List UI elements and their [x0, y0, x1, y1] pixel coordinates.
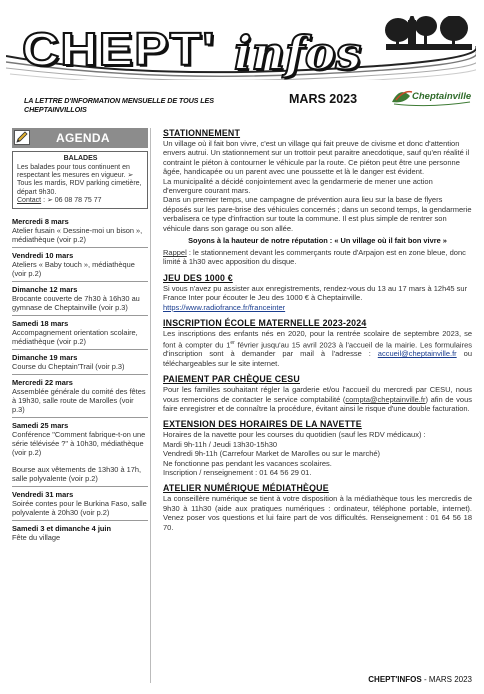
event-desc: Accompagnement orientation scolaire, médiathèque (voir p.2): [12, 328, 138, 347]
section-title: EXTENSION DES HORAIRES DE LA NAVETTE: [163, 419, 362, 430]
agenda-event: [12, 214, 148, 248]
navette-line: Mardi 9h-11h / Jeudi 13h30-15h30: [163, 439, 278, 449]
navette-line: Vendredi 9h-11h (Carrefour Market de Marolles ou sur le marché): [163, 449, 381, 459]
paragraph: [163, 329, 472, 368]
event-date: Dimanche 12 mars: [12, 285, 78, 295]
masthead-header: [0, 0, 484, 120]
cesu-text-b: ) afin de vous faire enregistrer et de connaître la procédure, évitant ainsi le risque d'une double facturation.: [163, 394, 473, 414]
navette-line: Inscription / renseignement : 01 64 56 29 01.: [163, 468, 312, 478]
agenda-title: AGENDA: [56, 131, 110, 145]
balades-title: BALADES: [63, 155, 98, 162]
event-desc-secondary: Bourse aux vêtements de 13h30 à 17h, salle polyvalente (voir p.2): [12, 465, 142, 484]
agenda-event-list: [12, 214, 148, 545]
inscription-sup: er: [230, 339, 235, 346]
france-inter-link[interactable]: https://www.radiofrance.fr/franceinter: [163, 302, 286, 312]
rappel-text: : le stationnement devant les commerçants route d'Arpajon est en zone bleue, donc limité à 1h30 avec apposition du disque.: [163, 248, 466, 267]
section-jeu-1000: [163, 273, 472, 312]
cesu-text-a: Pour les familles souhaitant régler la garderie et/ou l'accueil du mercredi par CESU, nous vous remercions de contacter le service comptabilité (: [163, 385, 472, 404]
footer-edition: - MARS 2023: [421, 675, 472, 684]
event-desc: Conférence "Comment fabrique-t-on une série télévisée ?" à 10h30, médiathèque (voir p.2): [12, 430, 146, 458]
agenda-event: [12, 418, 148, 487]
event-desc: Assemblée générale du comité des fêtes à 19h30, salle route de Marolles (voir p.3): [12, 387, 146, 415]
section-navette: [163, 419, 472, 477]
agenda-event: [12, 248, 148, 282]
event-date: Samedi 25 mars: [12, 421, 69, 431]
section-title: STATIONNEMENT: [163, 128, 241, 138]
paragraph: La municipalité a décidé conjointement avec la gendarmerie de mener une action d'envergure courant mars.: [163, 176, 433, 196]
village-motto: Soyons à la hauteur de notre réputation : « Un village où il fait bon vivre »: [188, 236, 447, 246]
event-desc: Atelier fusain « Dessine-moi un bison », médiathèque (voir p.2): [12, 226, 143, 245]
masthead-title-script: infos: [234, 26, 362, 80]
event-date: Samedi 18 mars: [12, 319, 69, 329]
section-inscription-maternelle: [163, 318, 472, 368]
agenda-sidebar: [12, 128, 151, 683]
event-date: Mercredi 8 mars: [12, 217, 69, 227]
edition-date: MARS 2023: [289, 92, 358, 106]
navette-line: Ne fonctionne pas pendant les vacances scolaires.: [163, 458, 332, 468]
balades-text: Les balades pour tous continuent en respectant les mesures en vigueur. ➢ Tous les mardis, RDV parking cimetière, départ 9h30.: [17, 164, 142, 196]
main-content: [163, 128, 472, 673]
masthead-title: CHEPT': [22, 23, 216, 75]
footer-brand: CHEPT'INFOS: [368, 675, 422, 684]
section-title: ATELIER NUMÉRIQUE MÉDIATHÈQUE: [163, 483, 329, 494]
event-date: Vendredi 31 mars: [12, 490, 74, 500]
agenda-header: [12, 128, 148, 148]
agenda-event: [12, 282, 148, 316]
paragraph: La conseillère numérique se tient à votre disposition à la médiathèque tous les mercredis de 9h30 à 11h30 (aide aux pratiques numériques : ordinateur, téléphone portable, internet). Venez poser vos questions et lui faire part de vos difficultés. Renseignement : 01 64 56 18 70.: [163, 494, 472, 532]
agenda-event: [12, 375, 148, 418]
section-title: JEU DES 1000 €: [163, 272, 233, 283]
masthead-tagline: LA LETTRE D'INFORMATION MENSUELLE DE TOUS LES CHEPTAINVILLOIS: [24, 96, 214, 114]
event-date: Samedi 3 et dimanche 4 juin: [12, 524, 111, 534]
balades-contact-value: : ➢ 06 08 78 75 77: [41, 196, 102, 204]
balades-contact: [17, 197, 144, 205]
paragraph: Un village où il fait bon vivre, c'est un village qui fait preuve de civisme et donc d'attention envers autrui. Un stationnement sur un trottoir peut paraitre anecdotique, sauf qu'en réalité il contraint le piéton à contourner le véhicule par la route. Ce piéton peut être une personne âgée, handicapée ou un parent avec une poussette et là le danger est évident.: [163, 139, 470, 177]
rappel-paragraph: [163, 248, 472, 267]
jeu-text: Si vous n'avez pu assister aux enregistrements, rendez-vous du 13 au 17 mars à 12h45 sur France Inter pour écouter le Jeu des 1000 € à Cheptainville.: [163, 283, 468, 303]
event-desc: Ateliers « Baby touch », médiathèque (voir p.2): [12, 260, 135, 279]
event-date: Dimanche 19 mars: [12, 353, 78, 363]
paragraph: [163, 385, 472, 413]
compta-email-link[interactable]: compta@cheptainville.fr: [345, 394, 426, 404]
inscription-text-a: Les inscriptions des enfants nés en 2020, pour la rentrée scolaire de septembre 2023, se font à compter du 1: [163, 329, 472, 349]
agenda-event: [12, 521, 148, 545]
balades-contact-label: Contact: [17, 196, 42, 204]
page-footer: [368, 675, 472, 684]
section-atelier-numerique: [163, 483, 472, 532]
agenda-event: [12, 487, 148, 521]
inscription-text-c: ou téléchargeables sur le site internet.: [163, 349, 472, 368]
balades-box: [12, 151, 148, 209]
navette-line: Horaires de la navette pour les courses du quotidien (sauf les RDV médicaux) :: [163, 430, 426, 440]
event-desc: Soirée contes pour le Burkina Faso, salle polyvalente à 20h30 (voir p.2): [12, 499, 147, 518]
accueil-email-link[interactable]: accueil@cheptainville.fr: [377, 349, 457, 359]
event-desc: Fête du village: [12, 533, 61, 543]
agenda-event: [12, 316, 148, 350]
section-title: INSCRIPTION ÉCOLE MATERNELLE 2023-2024: [163, 318, 367, 329]
section-title: PAIEMENT PAR CHÈQUE CESU: [163, 374, 300, 385]
section-cesu: [163, 374, 472, 413]
section-stationnement: [163, 128, 472, 267]
agenda-event: [12, 350, 148, 375]
town-logo: [390, 82, 474, 108]
masthead-title-block: [6, 16, 476, 80]
pencil-icon: [14, 130, 30, 145]
event-date: Mercredi 22 mars: [12, 378, 73, 388]
event-desc: Course du Cheptain'Trail (voir p.3): [12, 362, 125, 372]
event-desc: Brocante couverte de 7h30 à 16h30 au gymnase de Cheptainville (voir p.3): [12, 294, 140, 313]
rappel-label: Rappel: [163, 248, 187, 258]
paragraph: [163, 284, 472, 312]
town-logo-text: Cheptainville: [412, 91, 472, 102]
inscription-text-b: février jusqu'au 15 avril 2023 à l'accueil de la mairie. Les formulaires d'inscription sont à demander par mail à l'adresse :: [163, 340, 472, 359]
event-date: Vendredi 10 mars: [12, 251, 74, 261]
paragraph: Dans un premier temps, une campagne de prévention aura lieu sur la base de flyers déposés sur les pare-brise des véhicules concernés ; dans un second temps, la gendarmerie verbalisera ce type d'infraction sur toute la commune. Il est plus simple de rentrer son véhicule dans son garage ou son allée.: [163, 195, 472, 233]
